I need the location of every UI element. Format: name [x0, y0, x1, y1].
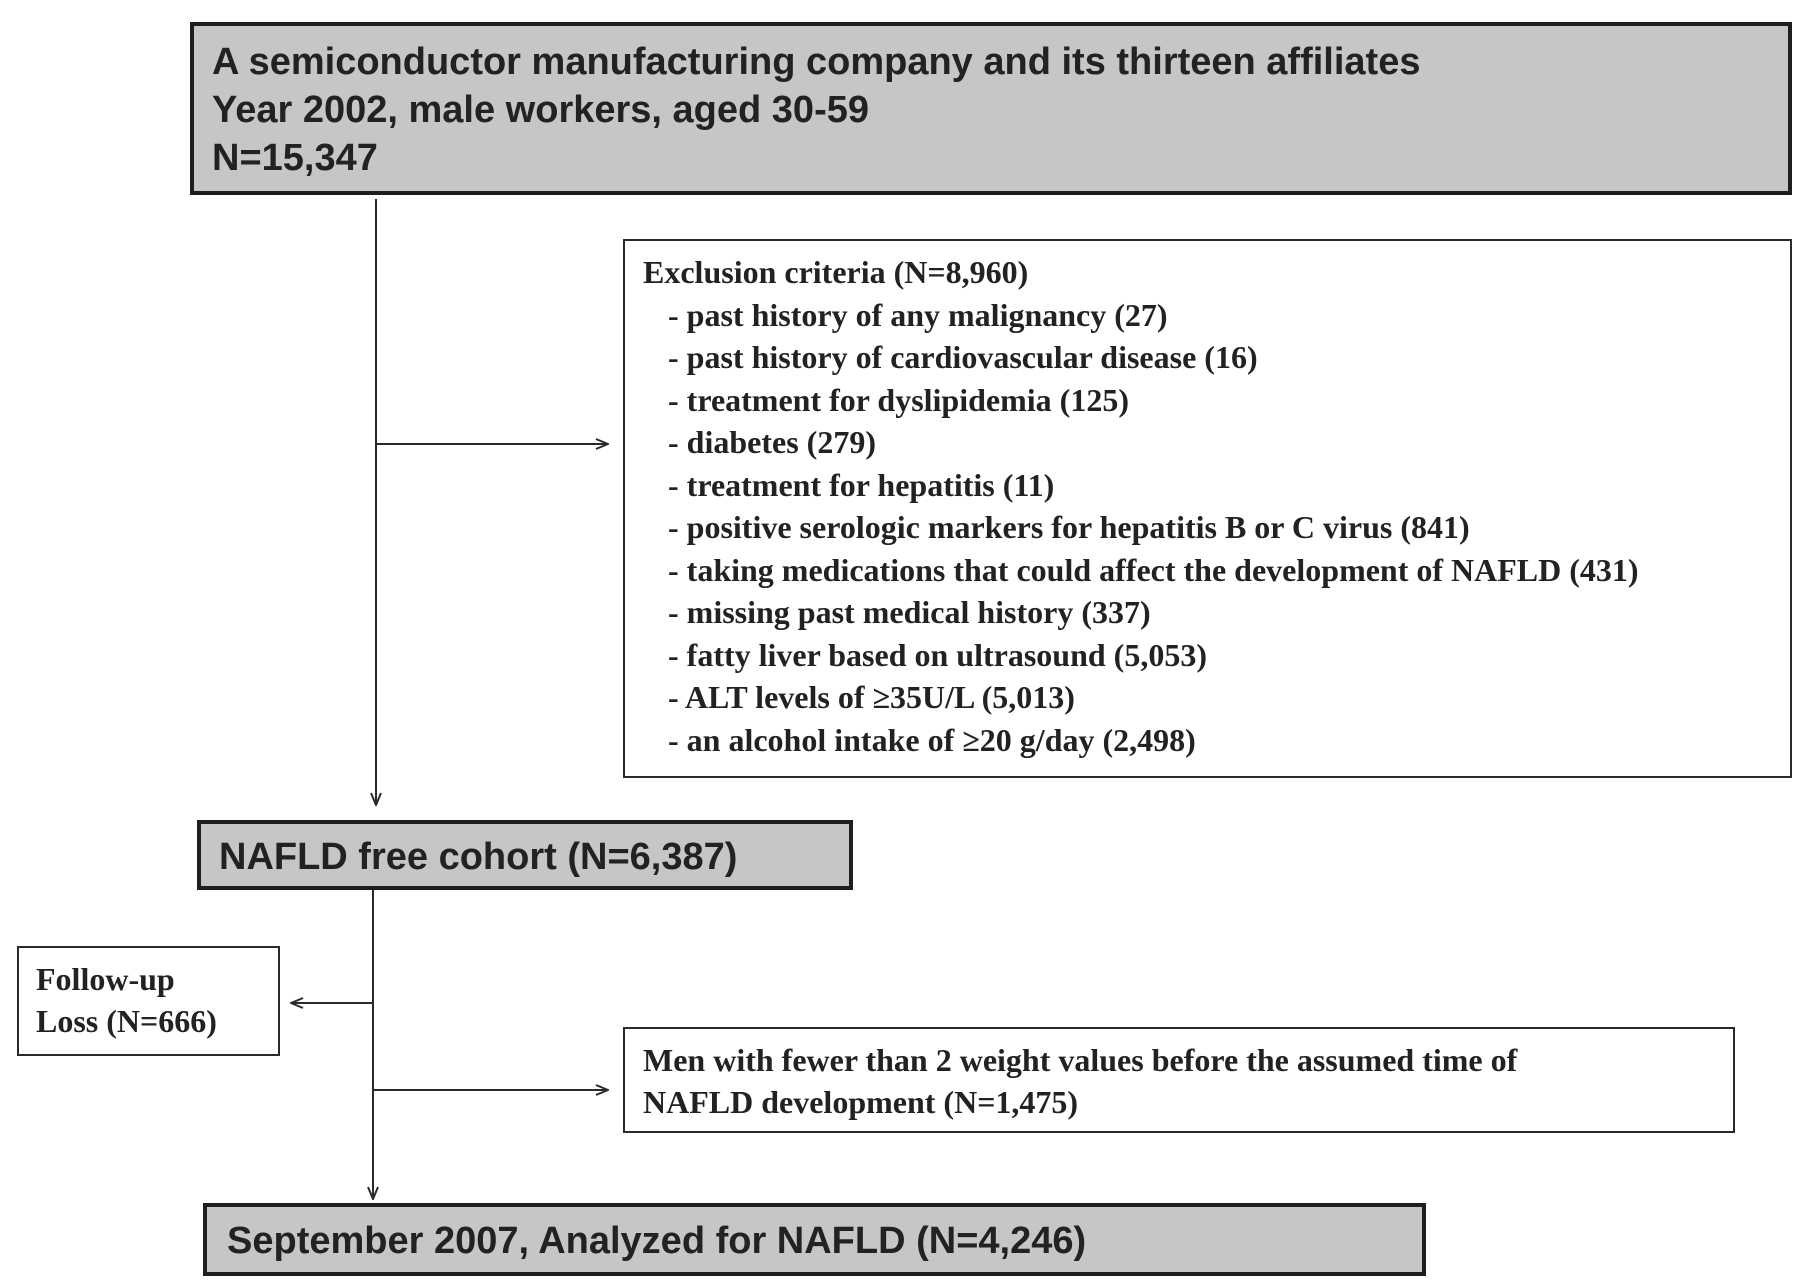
followup-loss-box — [17, 946, 280, 1056]
source-line-year: Year 2002, male workers, aged 30-59 — [212, 89, 869, 131]
exclusion-item: - treatment for hepatitis (11) — [668, 466, 1055, 503]
exclusion-heading: Exclusion criteria (N=8,960) — [643, 254, 1029, 290]
exclusion-item: - diabetes (279) — [668, 424, 876, 460]
exclusion-item: - ALT levels of ≥35U/L (5,013) — [668, 679, 1075, 715]
weight-line: NAFLD development (N=1,475) — [643, 1084, 1079, 1120]
exclusion-item: - positive serologic markers for hepatitis B or C virus (841) — [668, 509, 1470, 545]
source-line-count: N=15,347 — [212, 137, 378, 179]
exclusion-item: - missing past medical history (337) — [668, 594, 1151, 630]
exclusion-item: - past history of cardiovascular disease (16) — [668, 339, 1258, 375]
followup-line: Follow-up — [36, 961, 175, 997]
exclusion-item: - treatment for dyslipidemia (125) — [668, 381, 1129, 418]
exclusion-criteria-box — [623, 239, 1792, 778]
followup-line: Loss (N=666) — [36, 1003, 217, 1039]
source-population-box — [190, 22, 1792, 195]
analyzed-label: September 2007, Analyzed for NAFLD (N=4,246) — [227, 1220, 1087, 1262]
exclusion-item: - an alcohol intake of ≥20 g/day (2,498) — [668, 721, 1196, 758]
nafld-free-cohort-box — [197, 820, 853, 890]
weight-line: Men with fewer than 2 weight values before the assumed time of — [643, 1042, 1518, 1078]
exclusion-item: - taking medications that could affect the development of NAFLD (431) — [668, 551, 1639, 588]
weight-values-exclusion-box — [623, 1027, 1735, 1133]
source-line-company: A semiconductor manufacturing company and its thirteen affiliates — [212, 41, 1421, 83]
cohort-label: NAFLD free cohort (N=6,387) — [219, 836, 738, 878]
exclusion-item: - fatty liver based on ultrasound (5,053) — [668, 636, 1207, 673]
exclusion-item: - past history of any malignancy (27) — [668, 296, 1168, 333]
analyzed-cohort-box — [203, 1203, 1426, 1276]
